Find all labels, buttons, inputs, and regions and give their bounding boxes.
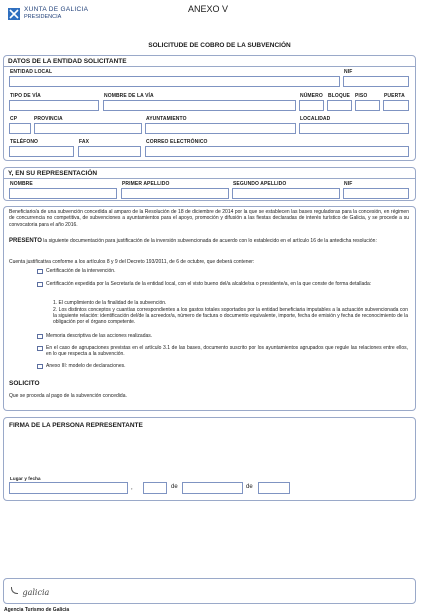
- label-primer-apellido: PRIMER APELLIDO: [122, 181, 170, 187]
- galicia-logo: [11, 582, 49, 600]
- month-field[interactable]: [182, 482, 243, 494]
- label-provincia: PROVINCIA: [34, 116, 63, 122]
- representative-divider: [3, 178, 416, 179]
- segundo-apellido-field[interactable]: [232, 188, 340, 199]
- provincia-field[interactable]: [34, 123, 142, 134]
- label-nombre-via: NOMBRE DE LA VÍA: [104, 93, 154, 99]
- piso-field[interactable]: [355, 100, 380, 111]
- nombre-field[interactable]: [9, 188, 117, 199]
- primer-apellido-field[interactable]: [121, 188, 229, 199]
- day-field[interactable]: [143, 482, 167, 494]
- label-bloque: BLOQUE: [328, 93, 350, 99]
- checkbox-anexo-iii[interactable]: [37, 364, 43, 369]
- correo-field[interactable]: [145, 146, 409, 157]
- agency-name: Agencia Turismo de Galicia: [4, 607, 70, 613]
- presento-text: la siguiente documentación para justificación de la inversión subvencionada de acuerdo con lo establecido en el artículo 16 de la antedicha resolución:: [41, 238, 377, 244]
- date-de-2: de: [246, 484, 253, 490]
- presento-paragraph: [9, 238, 409, 244]
- subitem-gastos: 2. Los distintos conceptos y cuantías correspondientes a los gastos totales soportados por la entidad beneficiaria imputables a la actuación subvencionada con la siguiente relación: identificación del/de la acreedor/a, número de factura o documento equivalente, importe, fecha de emisión y fecha de reconocimiento de la obligación por el órgano competente.: [53, 307, 408, 326]
- checkbox-certificacion-secretaria[interactable]: [37, 282, 43, 287]
- entidad-local-field[interactable]: [9, 76, 340, 87]
- ayuntamiento-field[interactable]: [145, 123, 296, 134]
- footer-logo-box: [3, 578, 416, 604]
- date-de-1: de: [171, 484, 178, 490]
- solicito-text: Que se proceda al pago de la subvención concedida.: [9, 393, 127, 399]
- representative-section-title: Y, EN SU REPRESENTACIÓN: [8, 170, 98, 177]
- label-nif-rep: NIF: [344, 181, 353, 187]
- xunta-emblem-icon: [8, 8, 20, 20]
- item-memoria: Memoria descriptiva de las acciones realizadas.: [46, 333, 153, 339]
- item-certificacion-secretaria: Certificación expedida por la Secretaría de la entidad local, con el visto bueno del/a alcalde/sa o presidente/a, en la que conste de forma detallada:: [46, 281, 372, 287]
- label-nif-entity: NIF: [344, 69, 353, 75]
- label-nombre: NOMBRE: [10, 181, 33, 187]
- org-name: XUNTA DE GALICIA: [24, 6, 89, 13]
- nombre-via-field[interactable]: [103, 100, 296, 111]
- solicito-title: SOLICITO: [9, 380, 40, 387]
- entity-section-title: DATOS DE LA ENTIDAD SOLICITANTE: [8, 58, 127, 65]
- year-field[interactable]: [258, 482, 290, 494]
- intro-paragraph: Beneficiario/a de una subvención concedida al amparo de la Resolución de 18 de diciembre de 2014 por la que se establecen las bases reguladoras para la concesión, en régimen de concurrencia no competitiva, de subvenciones a ayuntamientos para el apoyo, promoción y difusión a las fiestas declaradas de interés turístico de Galicia, y se procede a su convocatoria para el año 2016.: [9, 209, 409, 228]
- label-telefono: TELÉFONO: [10, 139, 39, 145]
- entity-divider: [3, 66, 416, 67]
- org-subtitle: PRESIDENCIA: [24, 14, 62, 20]
- tipo-via-field[interactable]: [9, 100, 99, 111]
- label-correo: CORREO ELECTRÓNICO: [146, 139, 208, 145]
- localidad-field[interactable]: [299, 123, 409, 134]
- label-numero: NÚMERO: [300, 93, 323, 99]
- document-title: SOLICITUDE DE COBRO DE LA SUBVENCIÓN: [148, 42, 291, 49]
- label-tipo-via: TIPO DE VÍA: [10, 93, 41, 99]
- fax-field[interactable]: [78, 146, 141, 157]
- telefono-field[interactable]: [9, 146, 74, 157]
- cuenta-paragraph: Cuenta justificativa conforme a los artículos 8 y 9 del Decreto 193/2011, de 6 de octubre, que deberá contener:: [9, 259, 255, 265]
- label-puerta: PUERTA: [384, 93, 405, 99]
- label-segundo-apellido: SEGUNDO APELLIDO: [233, 181, 287, 187]
- annex-label: ANEXO V: [188, 4, 229, 14]
- label-piso: PISO: [355, 93, 368, 99]
- checkbox-certificacion-intervencion[interactable]: [37, 269, 43, 274]
- label-ayuntamiento: AYUNTAMIENTO: [146, 116, 187, 122]
- label-lugar-fecha: Lugar y fecha: [10, 476, 41, 481]
- checkbox-memoria[interactable]: [37, 334, 43, 339]
- subitem-finalidad: 1. El cumplimiento de la finalidad de la subvención.: [53, 300, 167, 306]
- galicia-swoosh-icon: [11, 587, 18, 594]
- bloque-field[interactable]: [327, 100, 352, 111]
- nif-rep-field[interactable]: [343, 188, 409, 199]
- label-entidad-local: ENTIDAD LOCAL: [10, 69, 53, 75]
- xunta-logo: [8, 7, 20, 19]
- label-cp: CP: [10, 116, 18, 122]
- presento-keyword: PRESENTO: [9, 238, 42, 244]
- signature-section-title: FIRMA DE LA PERSONA REPRESENTANTE: [9, 422, 143, 429]
- nif-entity-field[interactable]: [343, 76, 409, 87]
- place-field[interactable]: [9, 482, 128, 494]
- puerta-field[interactable]: [383, 100, 409, 111]
- item-certificacion-intervencion: Certificación de la intervención.: [46, 268, 116, 274]
- numero-field[interactable]: [299, 100, 324, 111]
- galicia-logo-text: galicia: [22, 588, 50, 597]
- item-agrupaciones: En el caso de agrupaciones previstas en el artículo 3.1 de las bases, documento suscrito por los ayuntamientos agrupados que regule las relaciones entre ellos, en lo que respecta a la subvención.: [46, 345, 408, 358]
- item-anexo-iii: Anexo III: modelo de declaraciones.: [46, 363, 126, 369]
- label-localidad: LOCALIDAD: [300, 116, 331, 122]
- checkbox-agrupaciones[interactable]: [37, 346, 43, 351]
- date-comma: ,: [131, 485, 133, 491]
- label-fax: FAX: [79, 139, 90, 145]
- cp-field[interactable]: [9, 123, 31, 134]
